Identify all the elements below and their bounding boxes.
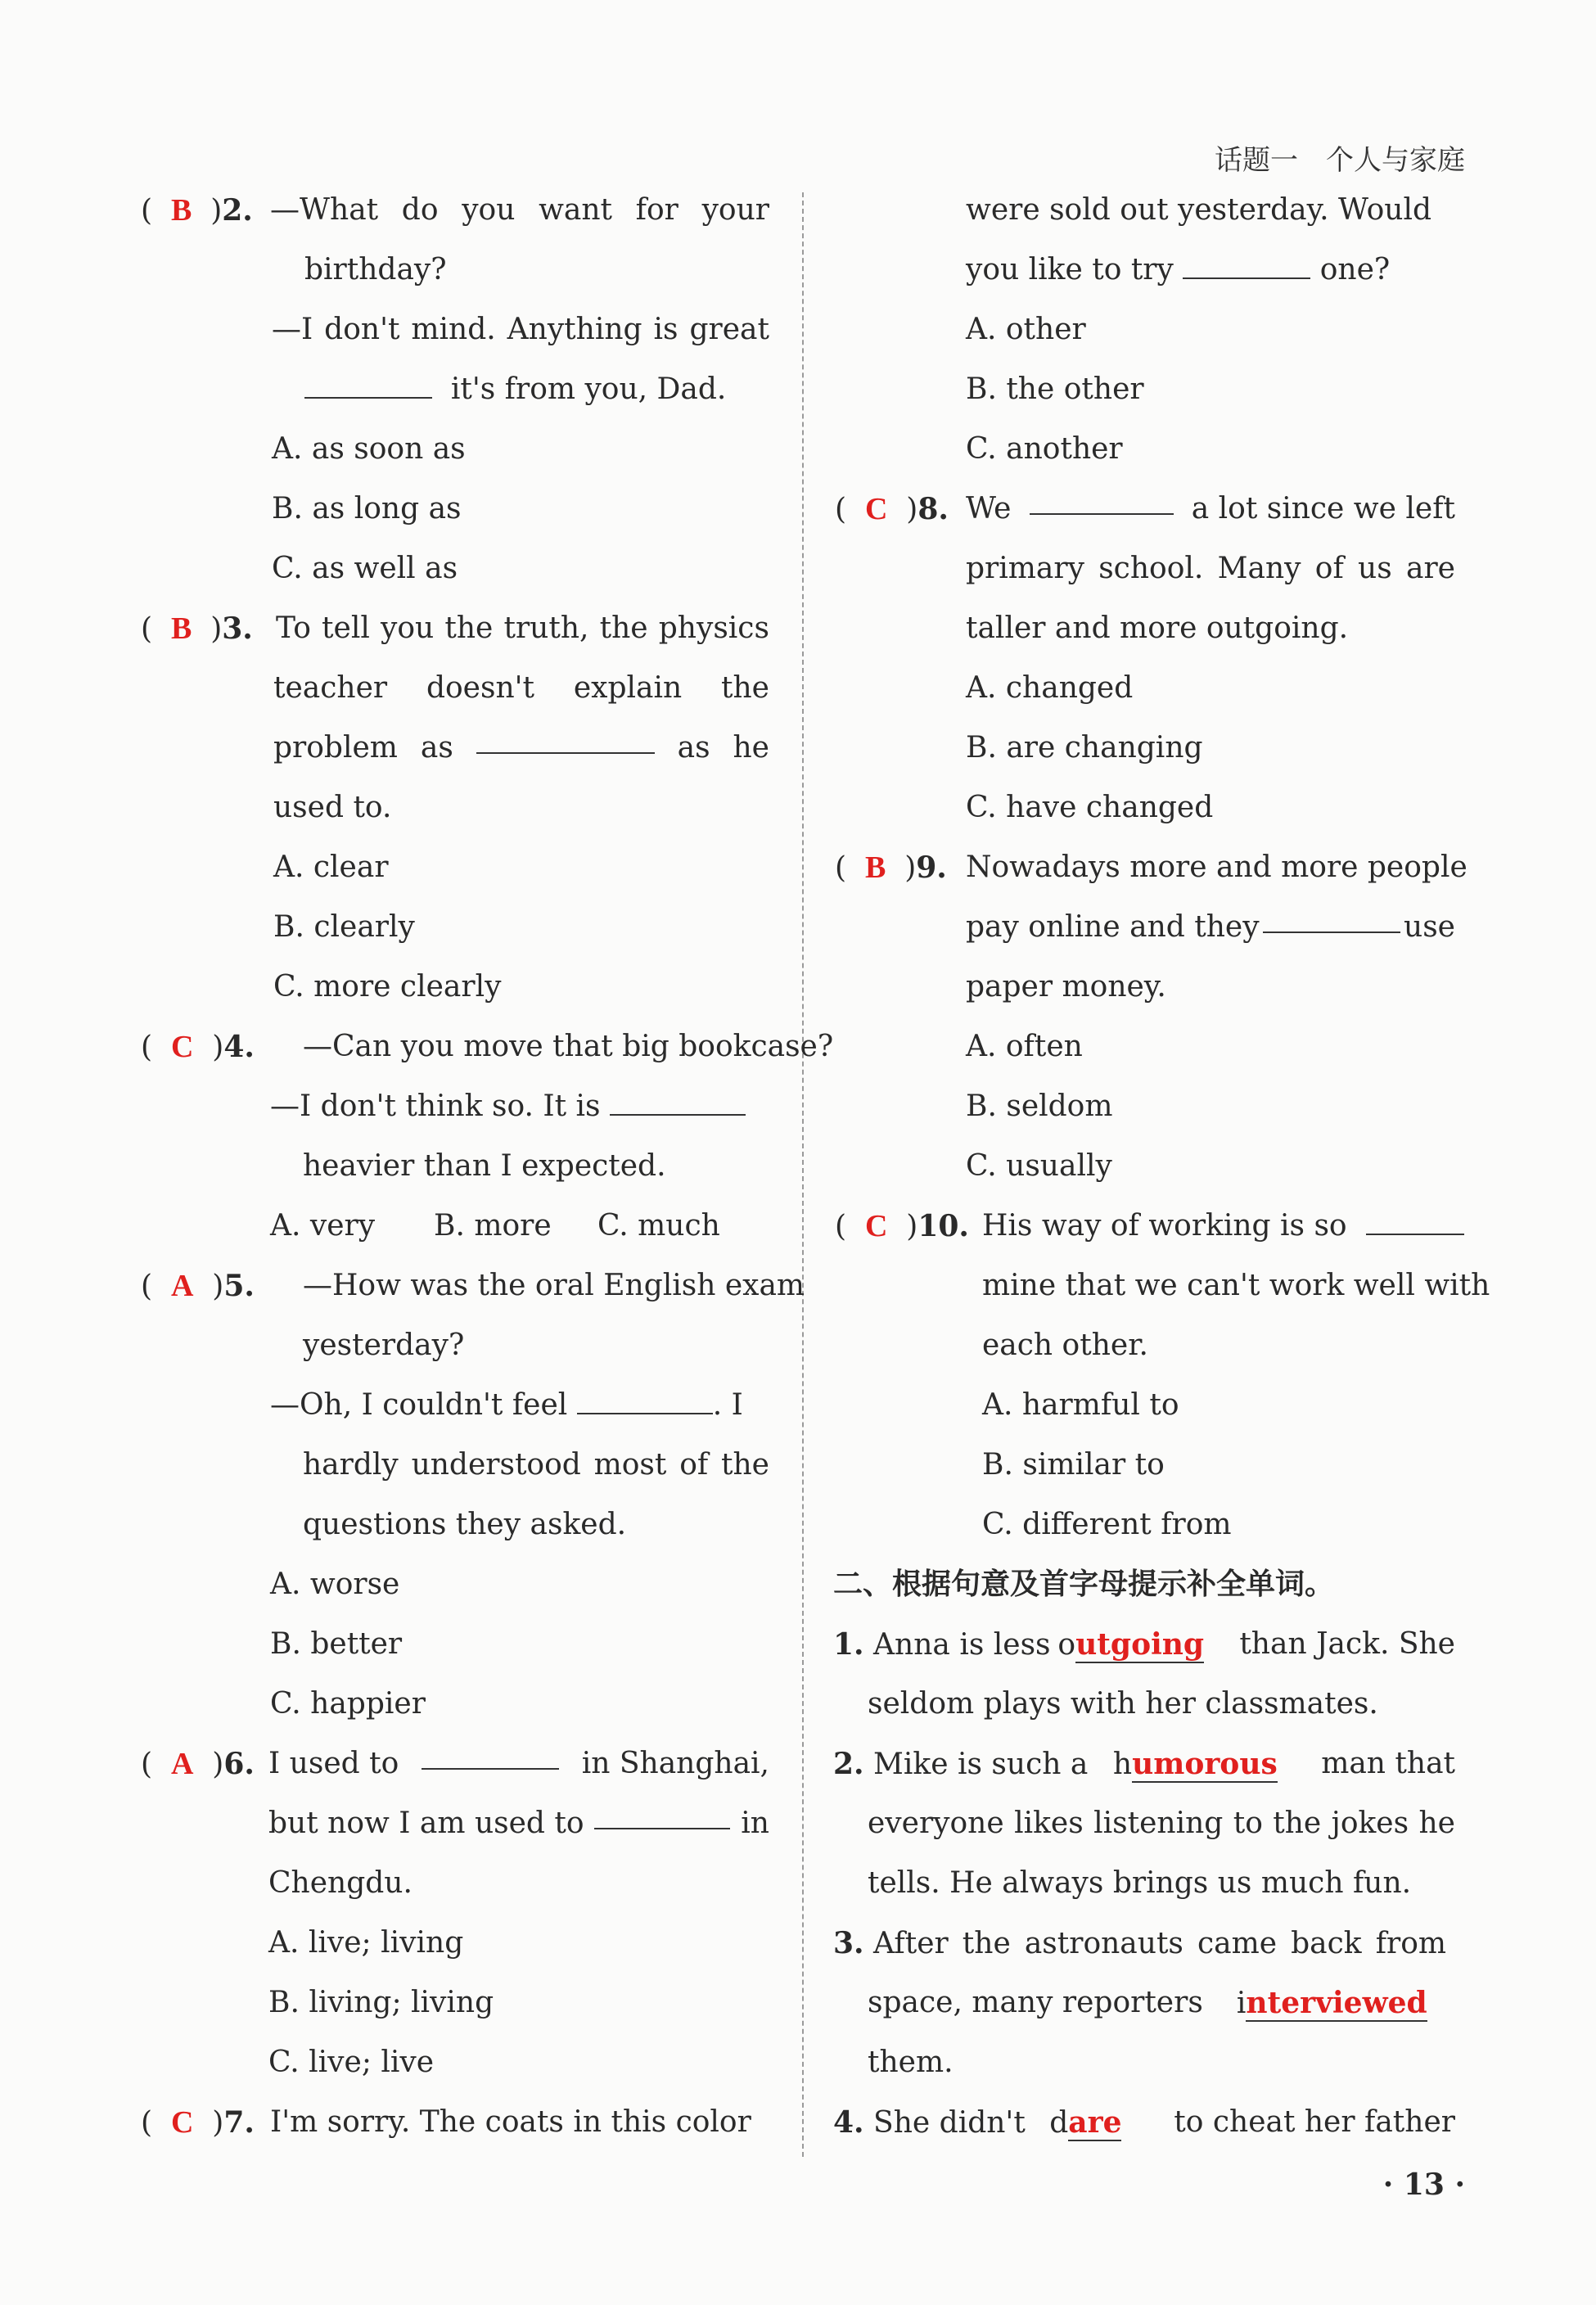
question-3-line-2: teacher doesn't explain the <box>273 671 769 705</box>
question-4-line-1: —Can you move that big bookcase? <box>303 1030 834 1063</box>
page-number: · 13 · <box>1382 2167 1465 2202</box>
question-8-line-3: taller and more outgoing. <box>966 611 1349 645</box>
option-a: A. often <box>966 1030 1083 1063</box>
option-c: C. more clearly <box>273 970 502 1004</box>
question-6-line-3: Chengdu. <box>268 1866 413 1900</box>
option-a: A. live; living <box>268 1926 464 1960</box>
question-10-line-1: His way of working is so <box>982 1206 1464 1247</box>
fill-3-line-2: space, many reporters interviewed <box>868 1986 1427 2020</box>
question-8-line-2: primary school. Many of us are <box>966 552 1455 585</box>
option-a: A. changed <box>966 671 1134 705</box>
question-10-line-2: mine that we can't work well with <box>982 1269 1490 1302</box>
column-divider <box>802 192 804 2157</box>
option-b: B. clearly <box>273 910 415 944</box>
fill-1-line-1: 1. Anna is less outgoing than Jack. She <box>833 1627 1455 1662</box>
option-c: C. happier <box>270 1687 426 1721</box>
question-6-line-2: but now I am used to in <box>268 1803 769 1844</box>
question-2-answer: ( B )2. <box>141 193 253 228</box>
option-c: C. much <box>597 1209 720 1243</box>
question-10-line-3: each other. <box>982 1328 1148 1362</box>
answer-blank <box>594 1803 730 1829</box>
question-5-line-2: yesterday? <box>303 1328 465 1362</box>
option-c: C. as well as <box>272 552 458 585</box>
answer-blank <box>610 1089 746 1116</box>
question-9-line-2: pay online and they use <box>966 907 1455 948</box>
question-10-answer: ( C )10. <box>835 1209 969 1243</box>
option-b: B. similar to <box>982 1448 1165 1482</box>
question-5-line-4: hardly understood most of the <box>303 1448 769 1482</box>
option-b: B. are changing <box>966 731 1203 765</box>
question-2-line-4: it's from you, Dad. <box>304 369 726 410</box>
question-8-answer: ( C )8. <box>835 492 949 526</box>
fill-2-line-1: 2. Mike is such a humorous man that <box>833 1747 1455 1781</box>
option-a: A. other <box>966 313 1086 346</box>
fill-4-answer: are <box>1068 2105 1122 2140</box>
question-8-line-1: We a lot since we left <box>966 489 1455 530</box>
answer-blank <box>476 728 655 754</box>
fill-3-answer: nterviewed <box>1246 1986 1427 2020</box>
question-2-line-1: —What do you want for your <box>270 193 769 227</box>
option-c: C. another <box>966 432 1123 466</box>
question-7-line-1: I'm sorry. The coats in this color <box>270 2105 751 2139</box>
option-b: B. living; living <box>268 1986 494 2019</box>
option-b: B. seldom <box>966 1089 1113 1123</box>
question-5-line-3: —Oh, I couldn't feel . I <box>270 1388 743 1422</box>
section-2-title: 二、根据句意及首字母提示补全单词。 <box>833 1567 1335 1601</box>
question-5-line-1: —How was the oral English exam <box>303 1269 805 1302</box>
fill-3-line-3: them. <box>868 2046 954 2079</box>
question-4-answer: ( C )4. <box>141 1030 255 1064</box>
question-7-line-3: you like to try one? <box>966 253 1391 286</box>
topic-header: 话题一 个人与家庭 <box>1215 144 1465 177</box>
question-4-line-2: —I don't think so. It is <box>270 1086 746 1127</box>
question-9-line-1: Nowadays more and more people <box>966 850 1468 884</box>
option-b: B. as long as <box>272 492 462 526</box>
fill-1-answer: utgoing <box>1075 1627 1205 1662</box>
fill-2-line-2: everyone likes listening to the jokes he <box>868 1807 1455 1840</box>
fill-4-line-1: 4. She didn't dare to cheat her father <box>833 2105 1455 2140</box>
option-a: A. very <box>270 1209 376 1243</box>
fill-3-line-1: 3. After the astronauts came back from <box>833 1926 1447 1960</box>
option-a: A. as soon as <box>272 432 466 466</box>
fill-2-answer: umorous <box>1132 1747 1278 1781</box>
question-7-answer: ( C )7. <box>141 2105 255 2140</box>
answer-blank <box>1366 1209 1464 1235</box>
answer-blank <box>422 1743 559 1770</box>
option-c: C. have changed <box>966 791 1214 824</box>
question-9-answer: ( B )9. <box>835 850 947 885</box>
question-7-line-2: were sold out yesterday. Would <box>966 193 1432 227</box>
answer-blank <box>577 1388 713 1414</box>
question-9-line-3: paper money. <box>966 970 1166 1004</box>
answer-blank <box>1030 489 1174 515</box>
answer-blank <box>1183 253 1310 279</box>
option-b: B. more <box>434 1209 552 1243</box>
question-3-answer: ( B )3. <box>141 611 253 646</box>
answer-blank <box>304 372 432 399</box>
question-4-line-3: heavier than I expected. <box>303 1149 666 1183</box>
answer-blank <box>1263 907 1400 933</box>
question-3-line-4: used to. <box>273 791 392 824</box>
question-5-line-5: questions they asked. <box>303 1508 627 1541</box>
question-2-line-3: —I don't mind. Anything is great <box>272 313 769 346</box>
option-b: B. better <box>270 1627 403 1661</box>
fill-2-line-3: tells. He always brings us much fun. <box>868 1866 1412 1900</box>
question-3-line-3: problem as as he <box>273 728 769 769</box>
option-c: C. usually <box>966 1149 1112 1183</box>
question-2-line-2: birthday? <box>304 253 447 286</box>
option-a: A. clear <box>273 850 389 884</box>
option-b: B. the other <box>966 372 1144 406</box>
option-a: A. harmful to <box>982 1388 1179 1422</box>
option-c: C. live; live <box>268 2046 435 2079</box>
question-6-line-1: I used to in Shanghai, <box>268 1743 769 1784</box>
question-6-answer: ( A )6. <box>141 1747 255 1781</box>
fill-1-line-2: seldom plays with her classmates. <box>868 1687 1378 1721</box>
option-c: C. different from <box>982 1508 1232 1541</box>
question-5-answer: ( A )5. <box>141 1269 255 1303</box>
option-a: A. worse <box>270 1567 400 1601</box>
question-3-line-1: To tell you the truth, the physics <box>276 611 769 645</box>
